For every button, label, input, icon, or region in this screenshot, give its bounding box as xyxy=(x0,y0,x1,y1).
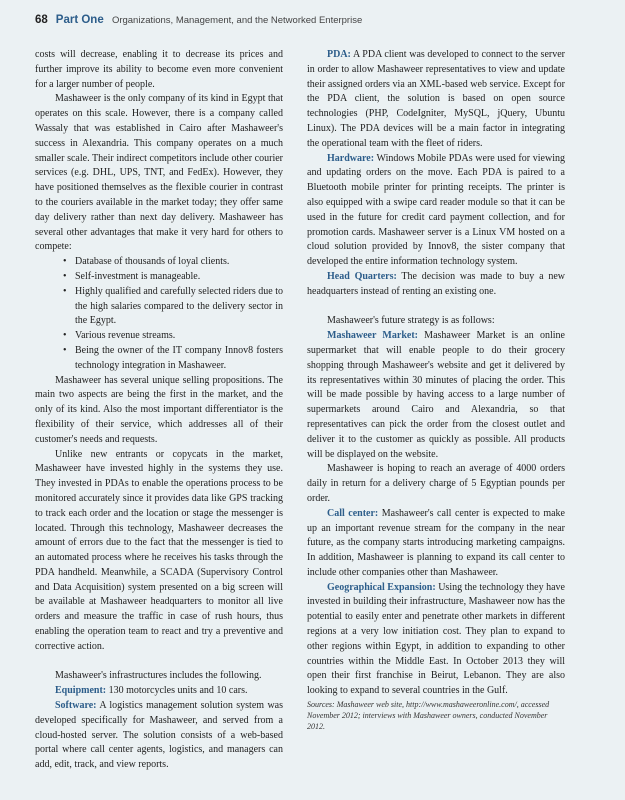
run-in-text: A PDA client was developed to connect to the server in order to allow Mashaweer representatives to view and update their assigned orders via an XML-based web service. Except for the PDA client, the solution is based on open source technologies (PHP, CodeIgniter, MySQL, jQuery, Ubuntu Linux). The PDA devices will be a main factor in integrating the operational team with the fleet of riders. xyxy=(307,49,565,149)
run-in-text: Mashaweer Market is an online supermarket that will enable people to do their grocery shopping through Mashaweer's website and get it delivered by its representatives within 30 minutes of placing the order. This will be made possible by having access to a large number of supermarkets around Cairo and Alexandria, so that representatives can pick the order from the closest outlet and deliver it to the customer as quickly as possible. All products will be displayed on the website. xyxy=(307,330,565,460)
list-item: • Being the owner of the IT company Innov8 fosters technology integration in Mashaweer. xyxy=(75,344,283,374)
run-in-heading: Mashaweer Market: xyxy=(327,330,418,342)
run-in-heading: Call center: xyxy=(327,507,379,519)
run-in-text: Mashaweer's call center is expected to make up an important revenue stream for the company in the near future, as the company starts introducing marketing campaigns. In addition, Mashaweer is planning to expand its call center to include other companies other than Mashaweer. xyxy=(307,507,565,578)
list-item: • Self-investment is manageable. xyxy=(75,270,283,285)
paragraph: Mashaweer's infrastructures includes the following. xyxy=(55,670,262,682)
run-in-heading: Geographical Expansion: xyxy=(327,581,436,593)
sources-label: Sources: xyxy=(307,700,335,710)
running-header xyxy=(35,14,590,26)
paragraph xyxy=(307,581,565,699)
run-in-text: A logistics management solution system was developed specifically for Mashaweer, and served from a cloud-hosted server. The solution consists of a web-based portal where call center agents, logistics, and managers can add, edit, track, and view reports. xyxy=(35,700,283,771)
right-column xyxy=(307,48,565,732)
part-subtitle: Organizations, Management, and the Networked Enterprise xyxy=(111,15,363,26)
paragraph xyxy=(35,699,283,773)
part-label: Part One xyxy=(55,14,104,26)
list-item: • Database of thousands of loyal clients. xyxy=(75,255,283,270)
sources-text: Mashaweer web site, http://www.mashaweeronline.com/, accessed November 2012; interviews with Mashaweer owners, conducted November 2012. xyxy=(307,700,550,732)
paragraph xyxy=(307,507,565,581)
run-in-heading: Head Quarters: xyxy=(327,270,397,282)
paragraph: costs will decrease, enabling it to decrease its prices and further improve its ability to become even more convenient for a larger number of people. xyxy=(35,49,283,90)
paragraph xyxy=(307,152,565,270)
run-in-text: The decision was made to buy a new headquarters instead of renting an existing one. xyxy=(307,270,565,297)
run-in-heading: Hardware: xyxy=(327,152,375,164)
run-in-text: Using the technology they have invested in building their infrastructure, Mashaweer now has the potential to easily enter and penetrate other markets in different regions at a very low initiation cost. They plan to expand to other regions within Egypt, in addition to expanding to other countries within the Middle East. In October 2013 they will open their first franchise in Beirut, Lebanon. They are also looking to expand to several countries in the Gulf. xyxy=(307,581,565,697)
paragraph: Unlike new entrants or copycats in the market, Mashaweer have invested highly in the systems they use. They invested in PDAs to enable the operations process to be monitored accurately since it provides data like GPS tracking to track each order and the location or stage the messenger is located. Through this technology, Mashaweer decreases the amount of errors due to the fact that the messenger is tied to an automated process where he receives his tasks through the PDA handheld. Meanwhile, a SCADA (Supervisory Control and Data Acquisition) system presented on a big screen will be available at Mashaweer headquarters to monitor all live orders and measure the traffic in case of rush hours, thus enabling the operation team to react and try a preventive and corrective action. xyxy=(35,448,283,652)
paragraph xyxy=(307,329,565,462)
paragraph xyxy=(307,48,565,152)
run-in-heading: Software: xyxy=(55,700,97,712)
paragraph xyxy=(35,684,283,699)
paragraph: Mashaweer is the only company of its kind in Egypt that operates on this scale. However, there is a company called Wassaly that was established in Cairo after Mashaweer's success in Alexandria. This company operates on a much smaller scale. Their indirect competitors include other courier services (e.g. DHL, UPS, TNT, and FedEx). However, they have positioned themselves as the flexible courier in contrast to the couriers available in the market today; they offer same day delivery rather than next day delivery. Mashaweer has several other advantages that make it very hard for others to compete: xyxy=(35,93,283,253)
paragraph: Mashaweer's future strategy is as follows: xyxy=(327,315,495,327)
run-in-heading: PDA: xyxy=(327,49,351,60)
paragraph: Mashaweer is hoping to reach an average of 4000 orders daily in return for a delivery charge of 5 Egyptian pounds per order. xyxy=(307,463,565,504)
sources-note xyxy=(307,699,565,732)
list-item: • Various revenue streams. xyxy=(75,329,283,344)
page-number: 68 xyxy=(35,14,48,26)
run-in-text: 130 motorcycles units and 10 cars. xyxy=(106,685,248,697)
run-in-text: Windows Mobile PDAs were used for viewing and updating orders on the move. Each PDA is paired to a Bluetooth mobile printer for printing receipts. The printer is also equipped with a swipe card reader module so that it can be used in the future for credit card payment collection, and for promotion cards. Mashaweer server is a Linux VM hosted on a cloud solution provided by Innov8, the sister company that developed the entire information technology system. xyxy=(307,152,565,268)
paragraph xyxy=(307,270,565,300)
run-in-heading: Equipment: xyxy=(55,685,107,697)
paragraph: Mashaweer has several unique selling propositions. The main two aspects are being the first in the market, and the only of its kind. Also the most important differentiator is the flexibility of their service, which addresses all of their customer's needs and requests. xyxy=(35,374,283,445)
advantages-list xyxy=(35,255,283,373)
left-column xyxy=(35,48,283,773)
list-item: • Highly qualified and carefully selected riders due to the high salaries compared to the delivery sector in the Egypt. xyxy=(75,285,283,329)
